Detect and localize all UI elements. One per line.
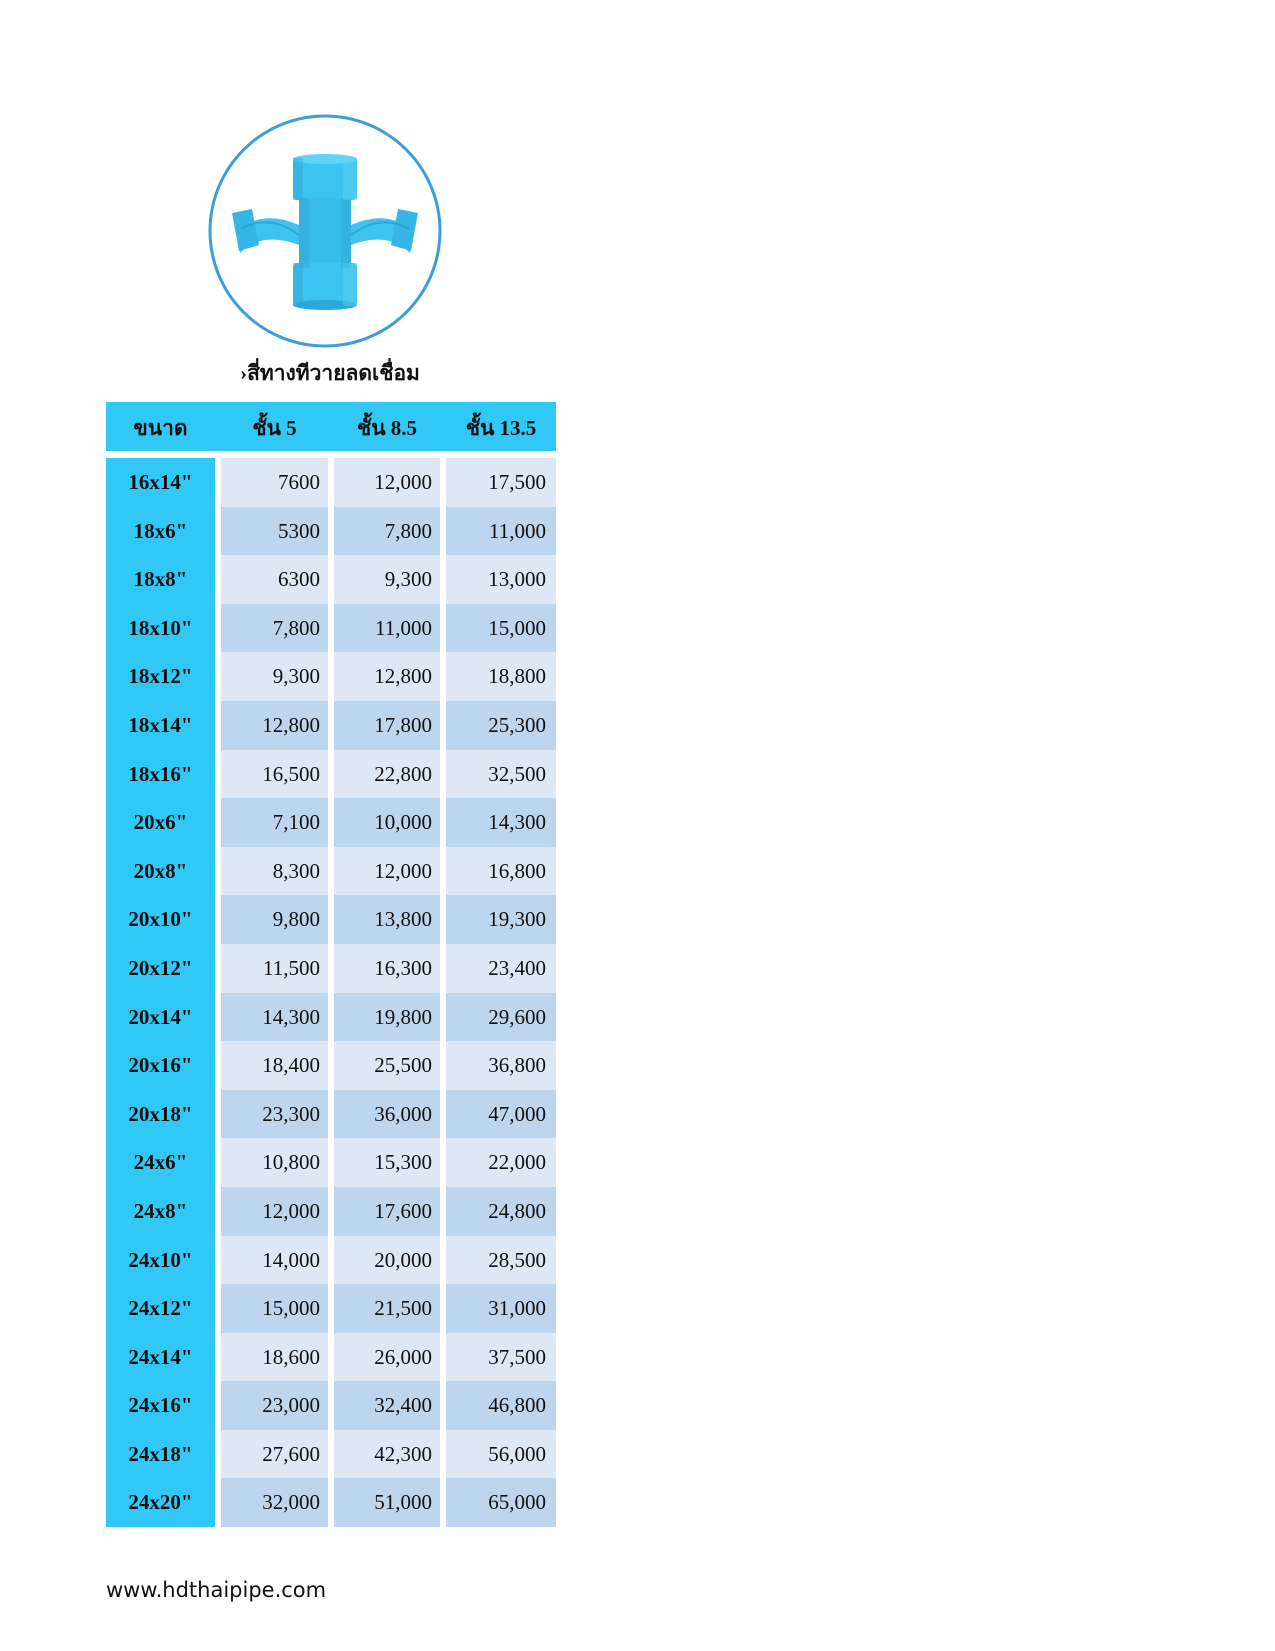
- price-class-8-5-cell: 12,800: [334, 652, 440, 701]
- column-header-class-5: ชั้น 5: [252, 416, 297, 440]
- table-row: [106, 652, 556, 701]
- price-class-5-cell: 23,000: [221, 1381, 328, 1430]
- price-table: [106, 402, 556, 1527]
- size-cell: 24x16": [106, 1381, 215, 1430]
- table-row: [106, 604, 556, 653]
- price-class-5-cell: 18,400: [221, 1041, 328, 1090]
- size-cell: 20x14": [106, 993, 215, 1042]
- size-cell: 24x14": [106, 1333, 215, 1382]
- price-class-5-cell: 32,000: [221, 1478, 328, 1527]
- price-class-5-cell: 15,000: [221, 1284, 328, 1333]
- price-class-5-cell: 9,800: [221, 895, 328, 944]
- price-class-8-5-cell: 26,000: [334, 1333, 440, 1382]
- price-class-13-5-cell: 15,000: [446, 604, 556, 653]
- price-class-13-5-cell: 14,300: [446, 798, 556, 847]
- price-class-5-cell: 11,500: [221, 944, 328, 993]
- price-class-5-cell: 12,000: [221, 1187, 328, 1236]
- size-cell: 18x12": [106, 652, 215, 701]
- table-row: [106, 1041, 556, 1090]
- website-url: www.hdthaipipe.com: [106, 1578, 327, 1602]
- table-row: [106, 993, 556, 1042]
- table-row: [106, 1187, 556, 1236]
- column-header-class-8-5: ชั้น 8.5: [356, 416, 418, 440]
- price-class-13-5-cell: 23,400: [446, 944, 556, 993]
- table-row: [106, 1090, 556, 1139]
- size-cell: 18x8": [106, 555, 215, 604]
- table-row: [106, 1478, 556, 1527]
- price-class-13-5-cell: 19,300: [446, 895, 556, 944]
- price-class-8-5-cell: 21,500: [334, 1284, 440, 1333]
- pvc-reducing-cross-tee-y-fitting-icon: [207, 113, 443, 349]
- price-class-8-5-cell: 25,500: [334, 1041, 440, 1090]
- price-class-13-5-cell: 24,800: [446, 1187, 556, 1236]
- price-class-13-5-cell: 16,800: [446, 847, 556, 896]
- table-row: [106, 1236, 556, 1285]
- price-class-13-5-cell: 11,000: [446, 507, 556, 556]
- table-row: [106, 1138, 556, 1187]
- size-cell: 20x6": [106, 798, 215, 847]
- size-cell: 20x10": [106, 895, 215, 944]
- size-cell: 24x10": [106, 1236, 215, 1285]
- table-row: [106, 701, 556, 750]
- price-class-8-5-cell: 17,800: [334, 701, 440, 750]
- price-class-8-5-cell: 12,000: [334, 847, 440, 896]
- price-class-13-5-cell: 25,300: [446, 701, 556, 750]
- price-class-13-5-cell: 31,000: [446, 1284, 556, 1333]
- price-class-8-5-cell: 12,000: [334, 458, 440, 507]
- size-cell: 24x18": [106, 1430, 215, 1479]
- price-class-13-5-cell: 36,800: [446, 1041, 556, 1090]
- product-title: ›สี่ทางทีวายลดเชื่อม: [240, 361, 420, 385]
- price-class-5-cell: 7,800: [221, 604, 328, 653]
- table-body: [106, 458, 556, 1527]
- table-row: [106, 1430, 556, 1479]
- price-class-13-5-cell: 17,500: [446, 458, 556, 507]
- price-class-5-cell: 18,600: [221, 1333, 328, 1382]
- size-cell: 24x6": [106, 1138, 215, 1187]
- size-cell: 18x16": [106, 750, 215, 799]
- price-class-8-5-cell: 32,400: [334, 1381, 440, 1430]
- price-class-5-cell: 14,300: [221, 993, 328, 1042]
- price-class-8-5-cell: 16,300: [334, 944, 440, 993]
- price-class-8-5-cell: 15,300: [334, 1138, 440, 1187]
- table-header-row: [106, 402, 556, 451]
- price-class-8-5-cell: 36,000: [334, 1090, 440, 1139]
- table-row: [106, 847, 556, 896]
- size-cell: 24x20": [106, 1478, 215, 1527]
- price-class-8-5-cell: 22,800: [334, 750, 440, 799]
- column-header-size: ขนาด: [133, 416, 188, 440]
- table-row: [106, 895, 556, 944]
- price-class-5-cell: 27,600: [221, 1430, 328, 1479]
- price-class-5-cell: 6300: [221, 555, 328, 604]
- price-class-8-5-cell: 11,000: [334, 604, 440, 653]
- size-cell: 18x6": [106, 507, 215, 556]
- size-cell: 18x10": [106, 604, 215, 653]
- price-class-13-5-cell: 32,500: [446, 750, 556, 799]
- size-cell: 24x8": [106, 1187, 215, 1236]
- price-class-13-5-cell: 46,800: [446, 1381, 556, 1430]
- price-class-5-cell: 16,500: [221, 750, 328, 799]
- column-header-class-13-5: ชั้น 13.5: [465, 416, 537, 440]
- table-row: [106, 555, 556, 604]
- size-cell: 20x12": [106, 944, 215, 993]
- price-class-13-5-cell: 29,600: [446, 993, 556, 1042]
- price-class-8-5-cell: 10,000: [334, 798, 440, 847]
- size-cell: 20x18": [106, 1090, 215, 1139]
- price-class-8-5-cell: 19,800: [334, 993, 440, 1042]
- table-row: [106, 458, 556, 507]
- price-class-13-5-cell: 65,000: [446, 1478, 556, 1527]
- price-class-13-5-cell: 18,800: [446, 652, 556, 701]
- product-image: [207, 113, 443, 349]
- table-row: [106, 944, 556, 993]
- price-class-13-5-cell: 56,000: [446, 1430, 556, 1479]
- price-class-13-5-cell: 47,000: [446, 1090, 556, 1139]
- price-class-5-cell: 14,000: [221, 1236, 328, 1285]
- price-class-5-cell: 12,800: [221, 701, 328, 750]
- price-class-13-5-cell: 37,500: [446, 1333, 556, 1382]
- size-cell: 20x8": [106, 847, 215, 896]
- size-cell: 18x14": [106, 701, 215, 750]
- table-row: [106, 1284, 556, 1333]
- price-class-8-5-cell: 9,300: [334, 555, 440, 604]
- price-class-13-5-cell: 28,500: [446, 1236, 556, 1285]
- price-class-5-cell: 7,100: [221, 798, 328, 847]
- price-class-8-5-cell: 17,600: [334, 1187, 440, 1236]
- price-class-5-cell: 8,300: [221, 847, 328, 896]
- size-cell: 16x14": [106, 458, 215, 507]
- price-class-8-5-cell: 51,000: [334, 1478, 440, 1527]
- size-cell: 24x12": [106, 1284, 215, 1333]
- price-class-5-cell: 10,800: [221, 1138, 328, 1187]
- table-row: [106, 750, 556, 799]
- price-class-13-5-cell: 22,000: [446, 1138, 556, 1187]
- table-row: [106, 507, 556, 556]
- price-class-8-5-cell: 13,800: [334, 895, 440, 944]
- price-class-8-5-cell: 20,000: [334, 1236, 440, 1285]
- price-class-5-cell: 23,300: [221, 1090, 328, 1139]
- price-class-5-cell: 5300: [221, 507, 328, 556]
- price-class-13-5-cell: 13,000: [446, 555, 556, 604]
- table-row: [106, 1333, 556, 1382]
- price-class-8-5-cell: 42,300: [334, 1430, 440, 1479]
- price-class-5-cell: 7600: [221, 458, 328, 507]
- size-cell: 20x16": [106, 1041, 215, 1090]
- price-class-5-cell: 9,300: [221, 652, 328, 701]
- table-row: [106, 798, 556, 847]
- table-row: [106, 1381, 556, 1430]
- price-class-8-5-cell: 7,800: [334, 507, 440, 556]
